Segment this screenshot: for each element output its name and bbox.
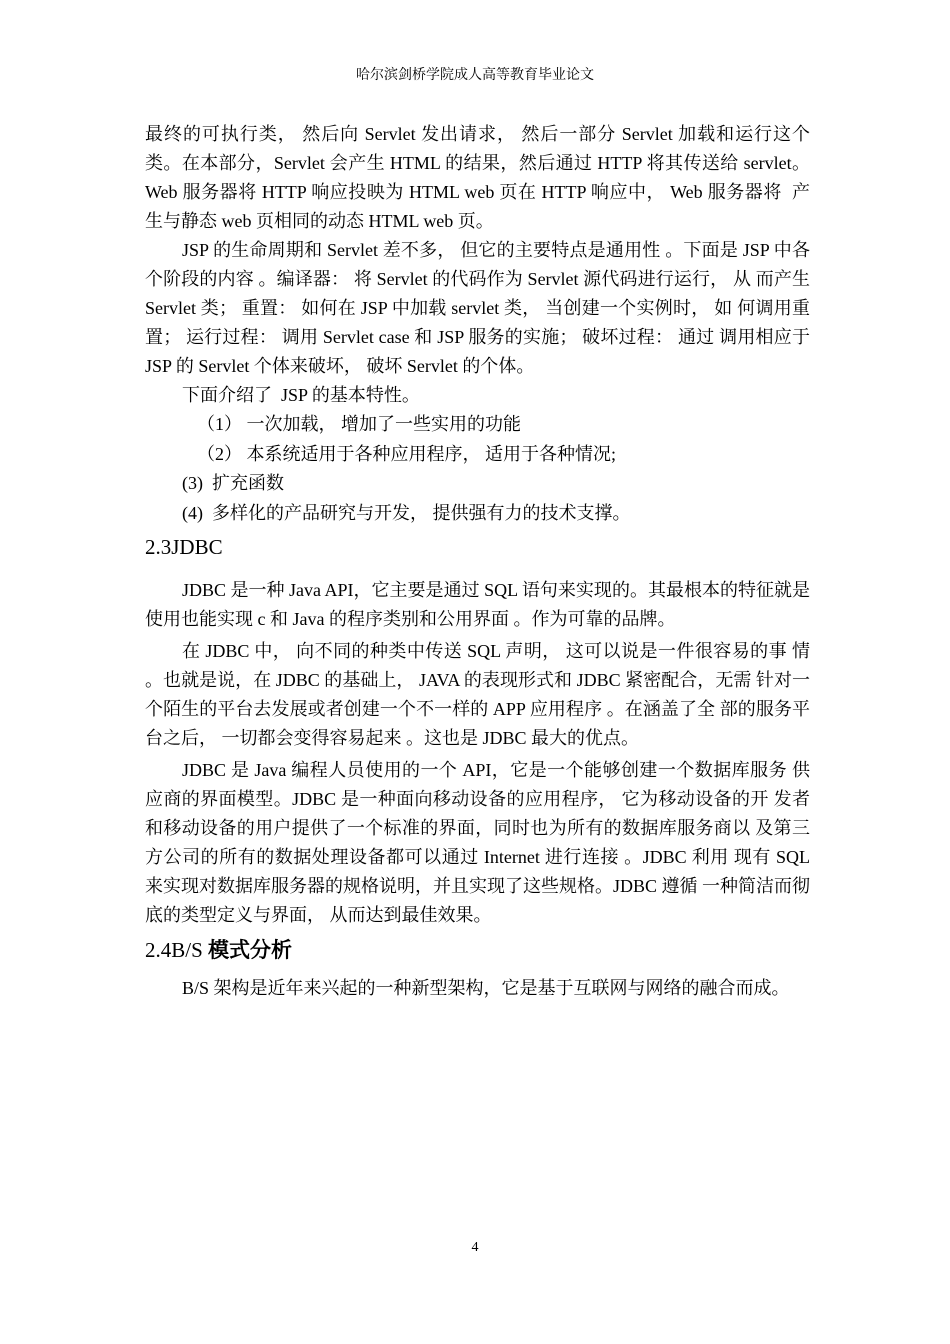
section-heading [145, 936, 810, 964]
page-header: 哈尔滨剑桥学院成人高等教育毕业论文 [356, 68, 594, 83]
section-heading: 2.3JDBC [145, 535, 223, 559]
list-item: （1） 一次加载， 增加了一些实用的功能 [197, 414, 521, 434]
document-body [145, 120, 819, 1003]
paragraph: 在 JDBC 中， 向不同的种类中传送 SQL 声明， 这可以说是一件很容易的事 情 。也就是说，在 JDBC 的基础上， JAVA 的表现形式和 JDBC 紧密配合，无需 针对一个陌生的平台去发展或者创建一个不一样的 APP 应用程序 。在涵盖了全 部的服务平台之后， 一切都会变得容易起来 。这也是 JDBC 最大的优点。 [145, 641, 815, 748]
feature-list [145, 410, 810, 528]
section-heading-text: 模式分析 [208, 938, 293, 962]
paragraph: 下面介绍了 JSP 的基本特性。 [182, 385, 420, 405]
list-item: (4) 多样化的产品研究与开发， 提供强有力的技术支撑。 [182, 502, 631, 523]
paragraph: JDBC 是一种 Java API，它主要是通过 SQL 语句来实现的。其最根本的特征就是使用也能实现 c 和 Java 的程序类别和公用界面 。作为可靠的品牌。 [145, 580, 810, 629]
paragraph: JSP 的生命周期和 Servlet 差不多， 但它的主要特点是通用性 。下面是 JSP 中各个阶段的内容 。编译器： 将 Servlet 的代码作为 Servlet 源代码进行运行， 从 而产生 Servlet 类； 重置： 如何在 JSP 中加载 servlet 类， 当创建一个实例时， 如 何调用重置； 运行过程： 调用 Servlet case 和 JSP 服务的实施； 破坏过程： 通过 调用相应于 JSP 的 Servlet 个体来破坏， 破坏 Servlet 的个体。 [145, 240, 815, 376]
page-number: 4 [471, 1240, 479, 1255]
paragraph: B/S 架构是近年来兴起的一种新型架构，它是基于互联网与网络的融合而成。 [182, 978, 790, 998]
paragraph: JDBC 是 Java 编程人员使用的一个 API，它是一个能够创建一个数据库服务 供应商的界面模型。JDBC 是一种面向移动设备的应用程序， 它为移动设备的开 发者和移动设备的用户提供了一个标准的界面，同时也为所有的数据库服务商以 及第三方公司的所有的数据处理设备都可以通过 Internet 进行连接 。JDBC 利用 现有 SQL 来实现对数据库服务器的规格说明，并且实现了这些规格。JDBC 遵循 一种简洁而彻底的类型定义与界面， 从而达到最佳效果。 [145, 760, 815, 925]
paragraph: 最终的可执行类， 然后向 Servlet 发出请求， 然后一部分 Servlet 加载和运行这个 类。在本部分，Servlet 会产生 HTML 的结果，然后通过 HTTP 将其传送给 servlet。 Web 服务器将 HTTP 响应投映为 HTML web 页在 HTTP 响应中， Web 服务器将 产生与静态 web 页相同的动态 HTML web 页。 [145, 124, 819, 231]
list-item: (3) 扩充函数 [182, 473, 284, 493]
section-heading-number: 2.4B/S [145, 938, 209, 962]
list-item: （2） 本系统适用于各种应用程序， 适用于各种情况; [197, 443, 616, 464]
